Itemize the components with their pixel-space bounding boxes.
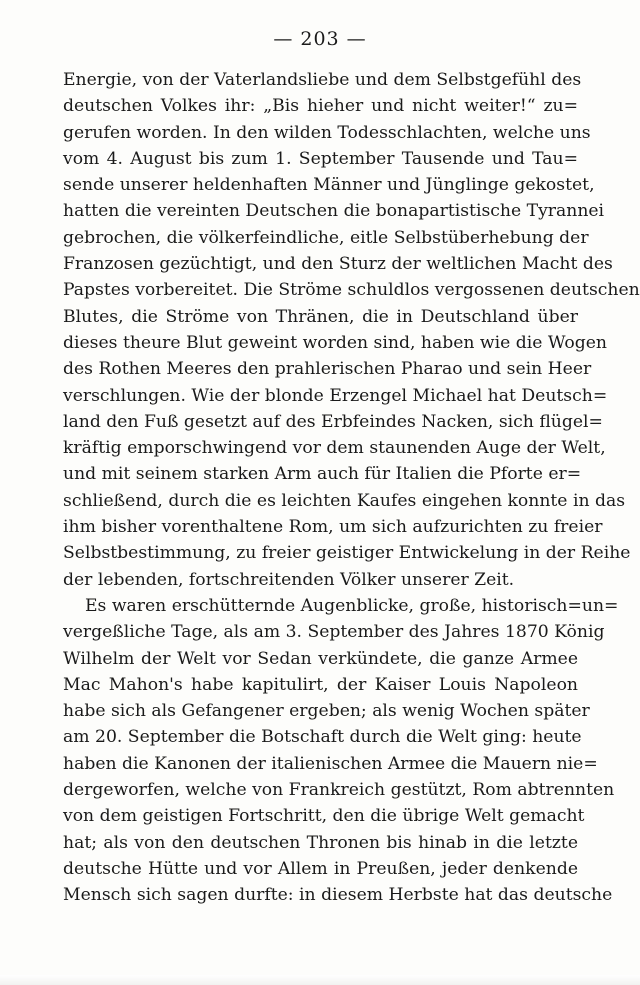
text-line: haben die Kanonen der italienischen Armee die Mauern nie=	[63, 753, 598, 774]
text-line: des Rothen Meeres den prahlerischen Pharao und sein Heer	[63, 359, 592, 380]
text-line: Franzosen gezüchtigt, und den Sturz der weltlichen Macht des	[63, 254, 613, 275]
text-line: am 20. September die Botschaft durch die Welt ging: heute	[63, 727, 582, 748]
text-line: verschlungen. Wie der blonde Erzengel Michael hat Deutsch=	[63, 385, 608, 406]
text-line: sende unserer heldenhaften Männer und Jünglinge gekostet,	[63, 175, 595, 196]
page-number: — 203 —	[273, 28, 367, 50]
text-line: Blutes, die Ströme von Thränen, die in Deutschland über	[63, 306, 578, 327]
body-text	[63, 67, 640, 909]
text-line: schließend, durch die es leichten Kaufes eingehen konnte in das	[63, 490, 626, 511]
text-line: kräftig emporschwingend vor dem staunenden Auge der Welt,	[63, 438, 606, 459]
text-line: Selbstbestimmung, zu freier geistiger Entwickelung in der Reihe	[63, 543, 631, 564]
text-line: deutsche Hütte und vor Allem in Preußen, jeder denkende	[63, 858, 578, 879]
text-line: vergeßliche Tage, als am 3. September des Jahres 1870 König	[63, 622, 605, 643]
text-line: hat; als von den deutschen Thronen bis hinab in die letzte	[63, 832, 578, 853]
text-line: Wilhelm der Welt vor Sedan verkündete, die ganze Armee	[63, 648, 578, 669]
text-line: land den Fuß gesetzt auf des Erbfeindes Nacken, sich flügel=	[63, 411, 603, 432]
text-line: Papstes vorbereitet. Die Ströme schuldlos vergossenen deutschen	[63, 280, 640, 301]
text-line: Energie, von der Vaterlandsliebe und dem Selbstgefühl des	[63, 70, 582, 90]
text-line: vom 4. August bis zum 1. September Tausende und Tau=	[63, 148, 578, 169]
text-line: deutschen Volkes ihr: „Bis hieher und nicht weiter!“ zu=	[63, 96, 578, 117]
text-line: und mit seinem starken Arm auch für Italien die Pforte er=	[63, 464, 582, 485]
text-line: gerufen worden. In den wilden Todesschlachten, welche uns	[63, 122, 591, 143]
paragraph-end-line: der lebenden, fortschreitenden Völker unserer Zeit.	[63, 569, 515, 590]
paragraph-start-line: Es waren erschütternde Augenblicke, große, historisch=un=	[85, 595, 619, 616]
text-line: habe sich als Gefangener ergeben; als wenig Wochen später	[63, 701, 590, 722]
text-line: dieses theure Blut geweint worden sind, haben wie die Wogen	[63, 332, 607, 353]
text-line: hatten die vereinten Deutschen die bonapartistische Tyrannei	[63, 201, 605, 222]
text-line: dergeworfen, welche von Frankreich gestützt, Rom abtrennten	[63, 780, 615, 801]
page-bottom-edge	[0, 975, 640, 985]
text-line: ihm bisher vorenthaltene Rom, um sich aufzurichten zu freier	[63, 517, 603, 538]
text-line: Mensch sich sagen durfte: in diesem Herbste hat das deutsche	[63, 885, 613, 906]
text-line: Mac Mahon's habe kapitulirt, der Kaiser Louis Napoleon	[63, 674, 578, 695]
text-line: von dem geistigen Fortschritt, den die übrige Welt gemacht	[63, 806, 585, 827]
text-line: gebrochen, die völkerfeindliche, eitle Selbstüberhebung der	[63, 227, 589, 248]
